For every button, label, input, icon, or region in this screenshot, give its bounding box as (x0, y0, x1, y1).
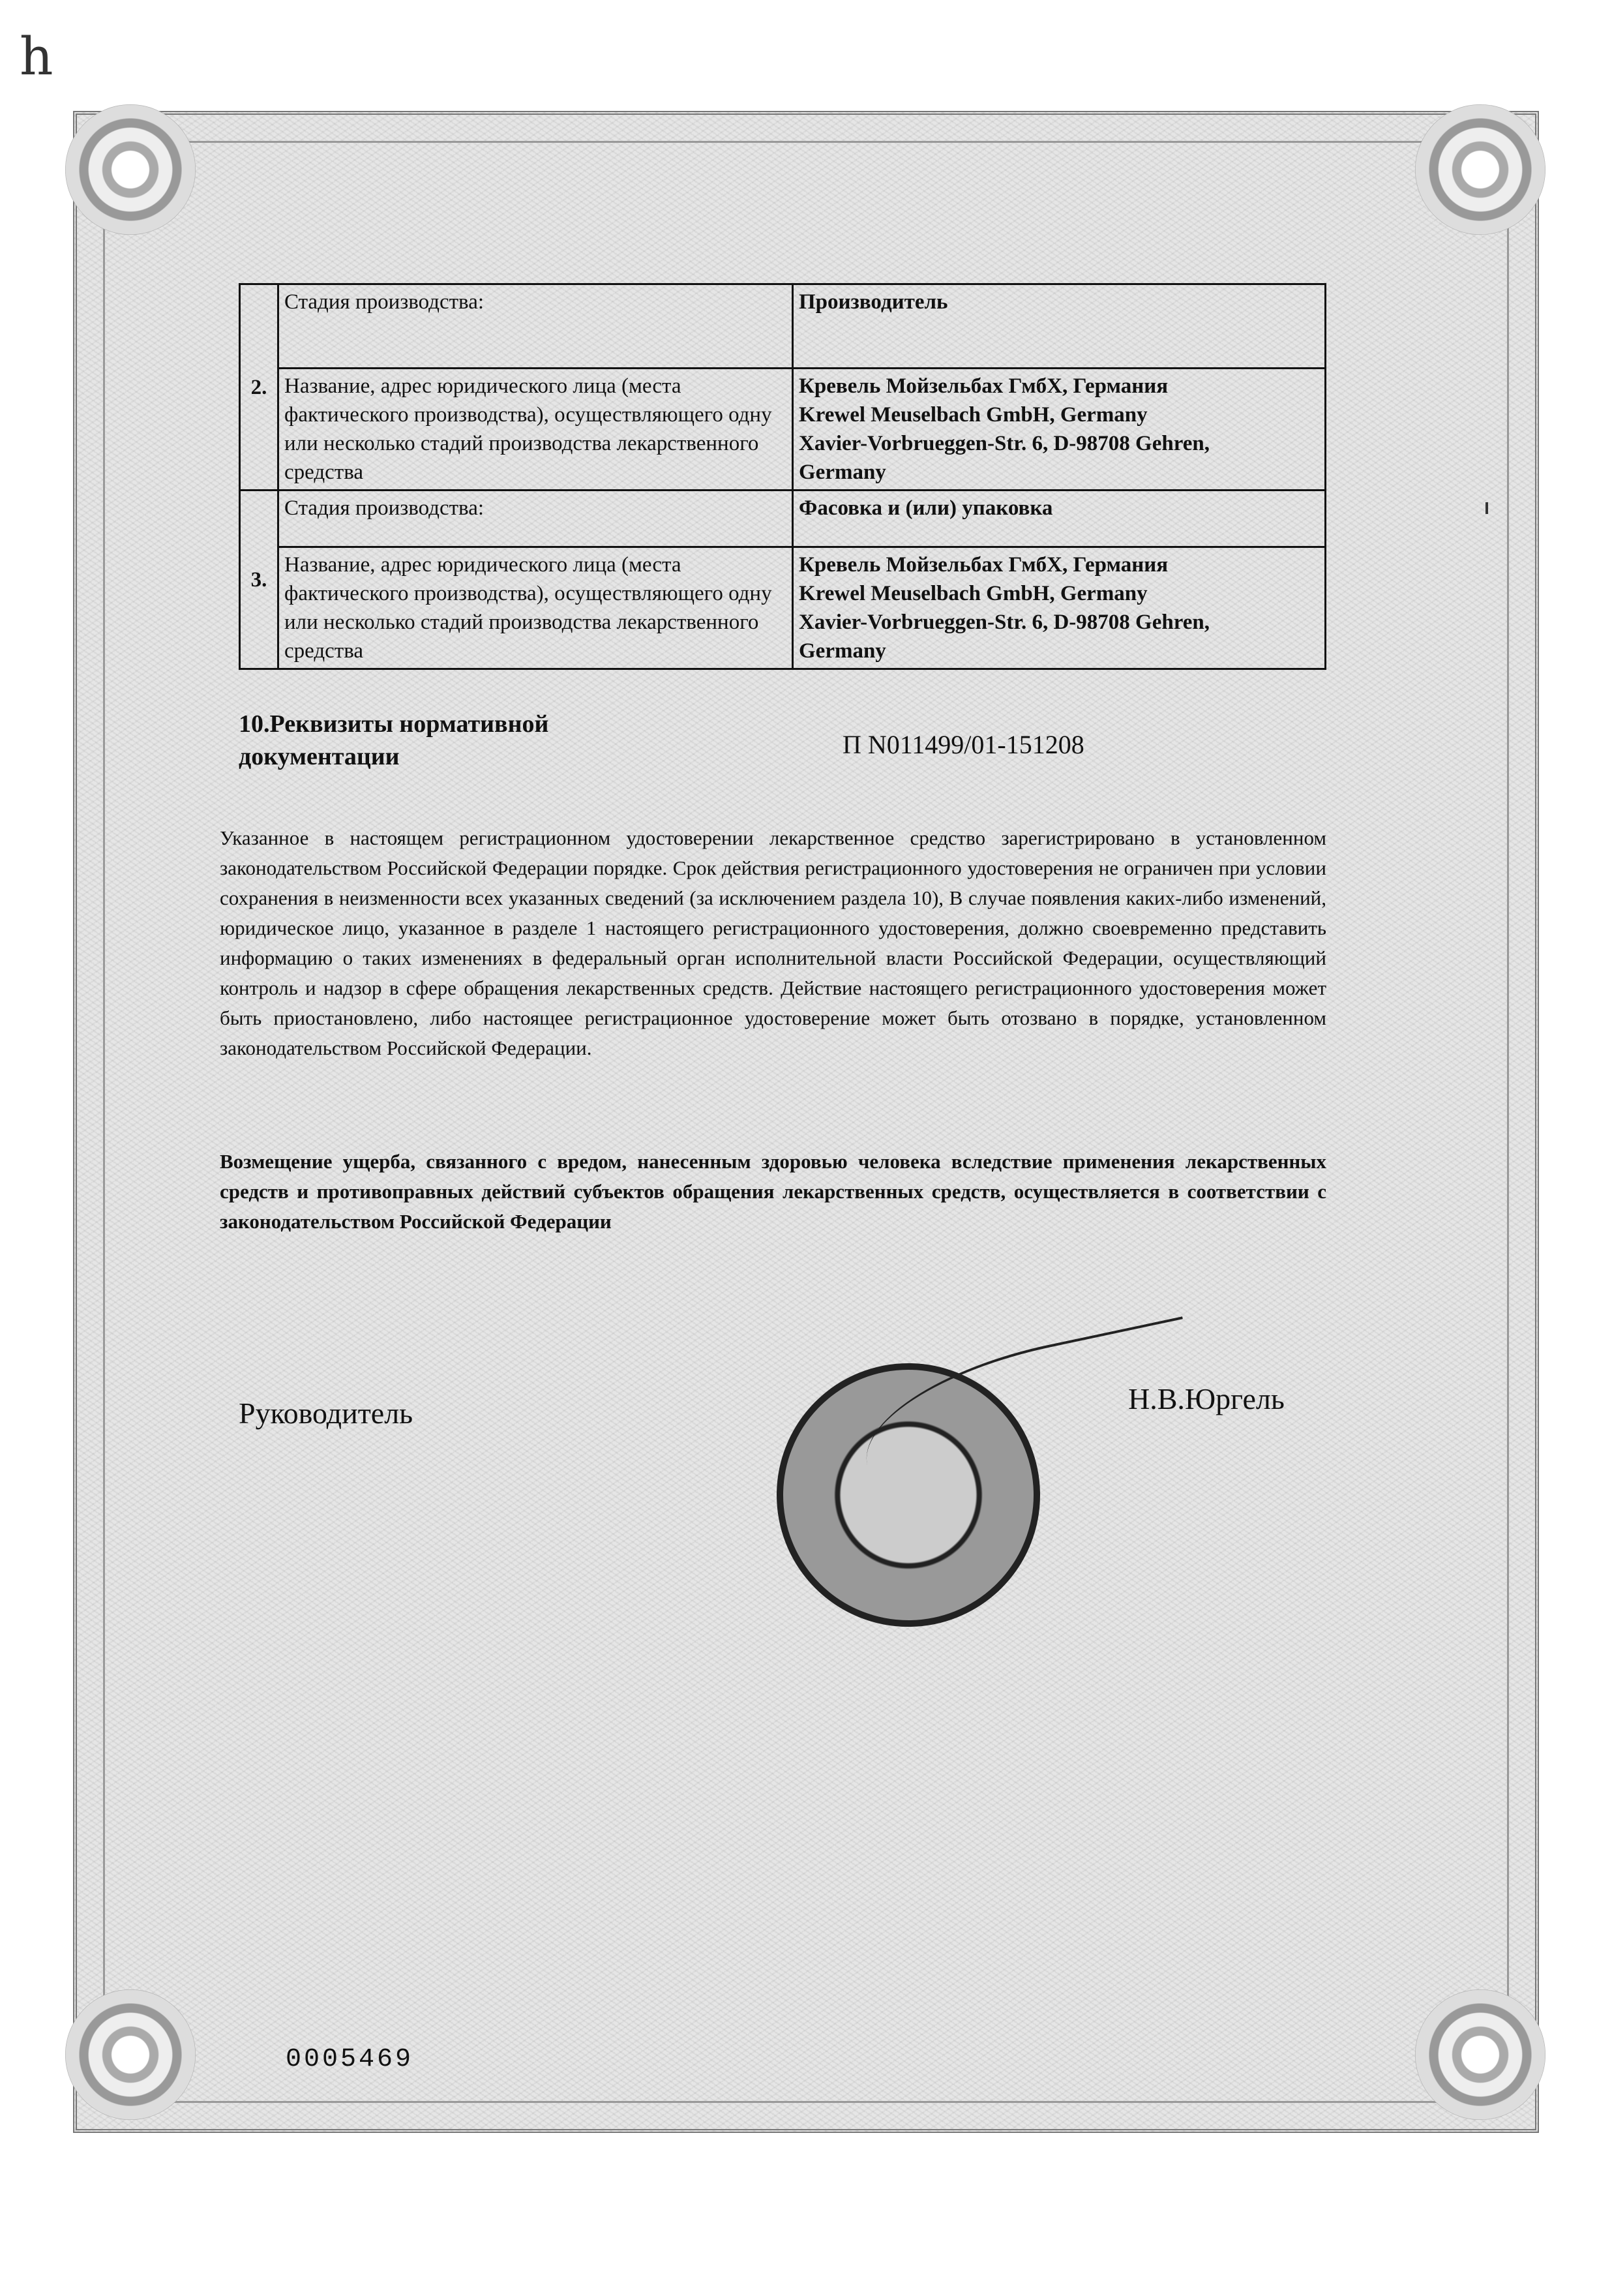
validity-paragraph: Указанное в настоящем регистрационном удостоверении лекарственное средство зарегистрировано в установленном законодательством Российской Федерации порядке. Срок действия регистрационного удостоверения не ограничен при условии сохранения в неизменности всех указанных сведений (за исключением раздела 10), В случае появления каких-либо изменений, юридическое лицо, указанное в разделе 1 настоящего регистрационного удостоверения, должно своевременно представить информацию о таких изменениях в федеральный орган исполнительной власти Российской Федерации, осуществляющий контроль и надзор в сфере обращения лекарственных средств. Действие настоящего регистрационного удостоверения может быть приостановлено, либо настоящее регистрационное удостоверение может быть отозвано в порядке, установленном законодательством Российской Федерации. (220, 826, 1326, 1059)
signatory-role: Руководитель (239, 1397, 413, 1430)
section-10-title: 10.Реквизиты нормативной документации (239, 710, 549, 770)
stage-value: Фасовка и (или) упаковка (793, 491, 1326, 547)
entity-label: Название, адрес юридического лица (места фактического производства), осуществляющего одну или несколько стадий производства лекарственного средства (278, 369, 793, 491)
margin-tick (1485, 502, 1488, 514)
row-number: 2. (240, 284, 278, 491)
signatory-name: Н.В.Юргель (1128, 1382, 1285, 1415)
row-number: 3. (240, 491, 278, 669)
entity-value (793, 369, 1326, 491)
ornament-corner-icon (65, 104, 196, 235)
stage-label: Стадия производства: (278, 491, 793, 547)
entity-line: Krewel Meuselbach GmbH, Germany (799, 403, 1148, 427)
entity-line: Krewel Meuselbach GmbH, Germany (799, 582, 1148, 605)
stage-value: Производитель (793, 284, 1326, 369)
serial-number: 0005469 (286, 2045, 414, 2074)
ornament-corner-icon (65, 1989, 196, 2120)
entity-line: Germany (799, 639, 886, 663)
table-row (240, 491, 1326, 547)
entity-label: Название, адрес юридического лица (места фактического производства), осуществляющего одну или несколько стадий производства лекарственного средства (278, 547, 793, 669)
entity-line: Germany (799, 461, 886, 484)
entity-line: Кревель Мойзельбах ГмбХ, Германия (799, 374, 1169, 398)
ornament-corner-icon (1415, 104, 1545, 235)
normative-doc-number: П N011499/01-151208 (843, 730, 1084, 759)
entity-value (793, 547, 1326, 669)
manufacturer-table (239, 283, 1326, 670)
stage-label: Стадия производства: (278, 284, 793, 369)
table-row (240, 547, 1326, 669)
table-row (240, 369, 1326, 491)
entity-line: Xavier-Vorbrueggen-Str. 6, D-98708 Gehren, (799, 432, 1210, 455)
entity-line: Кревель Мойзельбах ГмбХ, Германия (799, 553, 1169, 577)
handwritten-page-mark: h (20, 26, 53, 87)
ornament-corner-icon (1415, 1989, 1545, 2120)
damages-paragraph: Возмещение ущерба, связанного с вредом, нанесенным здоровью человека вследствие применения лекарственных средств и противоправных действий субъектов обращения лекарственных средств, осуществляется в соответствии с законодательством Российской Федерации (220, 1150, 1326, 1233)
entity-line: Xavier-Vorbrueggen-Str. 6, D-98708 Gehren, (799, 611, 1210, 634)
table-row (240, 284, 1326, 369)
